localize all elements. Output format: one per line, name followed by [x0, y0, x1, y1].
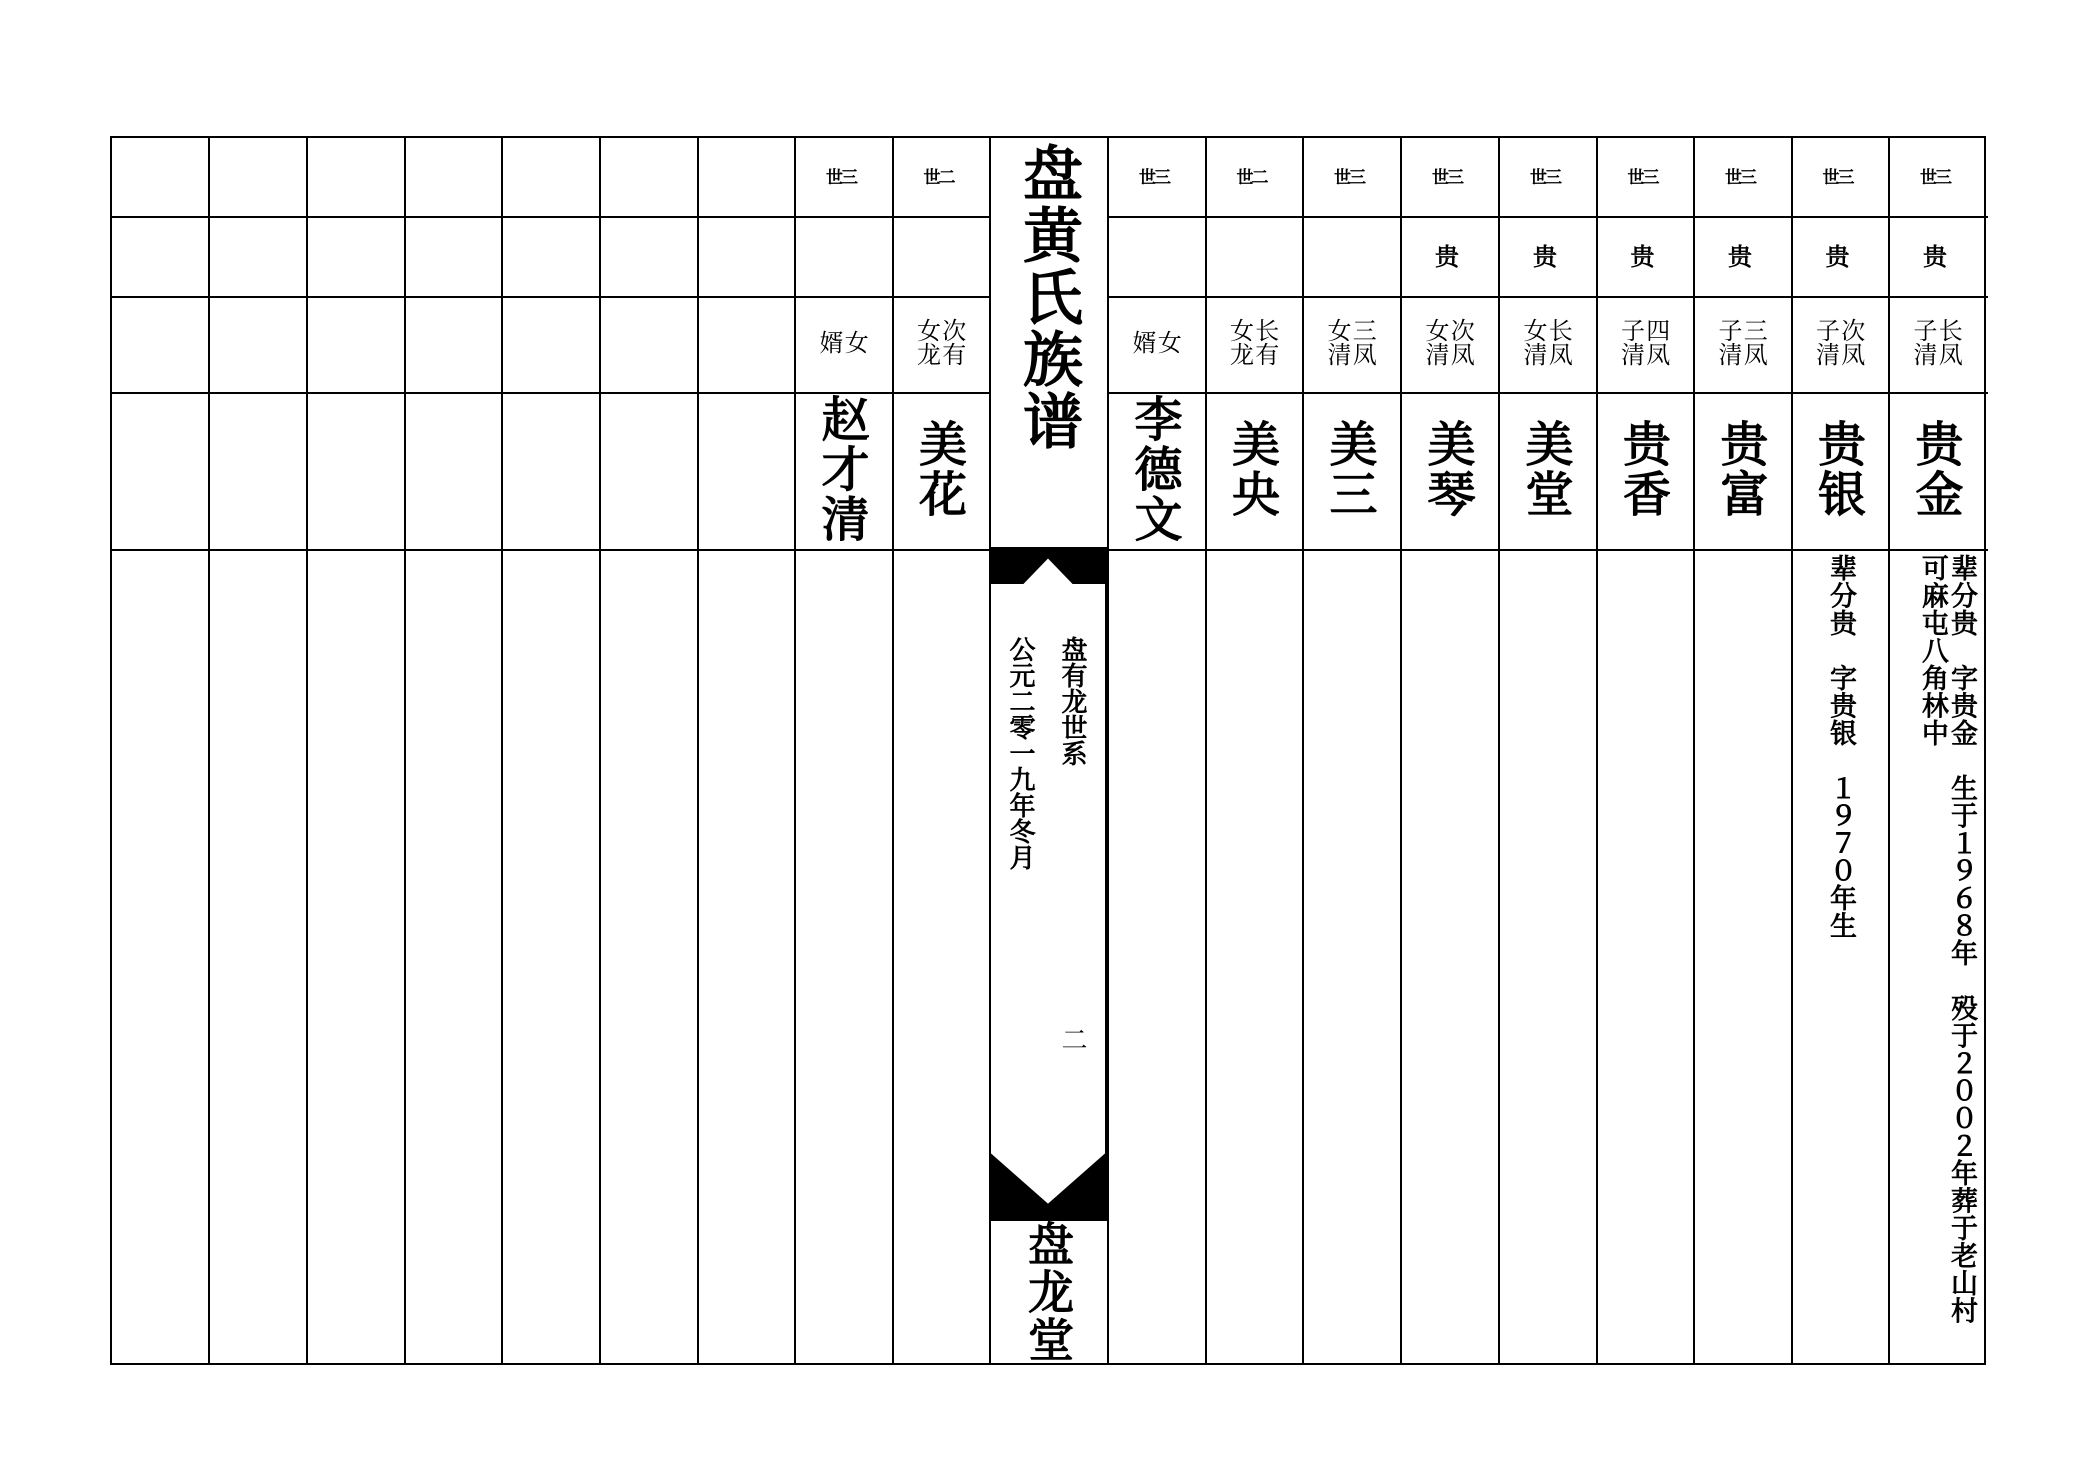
hall-name-wrap: [989, 1220, 1107, 1364]
generation-character: 贵: [1435, 241, 1459, 271]
member-name: 贵富: [1712, 418, 1768, 519]
column-divider: [306, 138, 308, 1363]
generation-label-cell: [1398, 136, 1496, 214]
generation-label-cell: [1496, 136, 1594, 214]
generation-label-cell: [890, 136, 987, 214]
generation-label: 世三: [1822, 167, 1853, 188]
generation-label: 世二: [923, 167, 954, 188]
relation-label: 次凤 子清: [1811, 318, 1865, 366]
generation-label-cell: [1300, 136, 1398, 214]
row-divider: [112, 549, 989, 551]
column-divider: [404, 138, 406, 1363]
member-name-cell: [1203, 390, 1300, 547]
column-divider: [501, 138, 503, 1363]
generation-label: 世三: [1432, 167, 1462, 188]
relation-label: 长凤 女清: [1519, 318, 1573, 366]
member-name: 美琴: [1419, 418, 1475, 519]
generation-character-cell: [1203, 214, 1300, 294]
member-name: 贵银: [1809, 418, 1866, 519]
relation-label: 三凤 女清: [1323, 318, 1377, 366]
generation-label: 世二: [1236, 167, 1267, 188]
member-name: 美三: [1321, 418, 1377, 519]
relation-label-cell: [1691, 294, 1789, 390]
member-name-cell: [1594, 390, 1691, 547]
relation-label-cell: [1594, 294, 1691, 390]
generation-character-cell: [1105, 214, 1203, 294]
generation-label-cell: [1105, 136, 1203, 214]
row-divider: [1107, 549, 1988, 551]
generation-label: 世三: [826, 167, 856, 188]
member-name-cell: [1691, 390, 1789, 547]
member-name: 贵香: [1614, 418, 1671, 519]
column-divider: [208, 138, 210, 1363]
relation-label-cell: [1105, 294, 1203, 390]
relation-label: 四凤 子清: [1616, 318, 1670, 366]
member-name-cell: [1105, 390, 1203, 547]
generation-character-cell: [1398, 214, 1496, 294]
generation-label-cell: [1203, 136, 1300, 214]
relation-label-cell: [1789, 294, 1886, 390]
column-divider: [599, 138, 601, 1363]
member-name-cell: [1886, 390, 1984, 547]
relation-label-cell: [890, 294, 987, 390]
relation-label: 女 婿: [815, 330, 869, 354]
date-label: 公元二零一九年冬月: [1005, 636, 1035, 870]
generation-character-cell: [1300, 214, 1398, 294]
member-biography: 辈分贵 字贵银 １９７０年生: [1825, 554, 1856, 939]
generation-label: 世三: [1920, 167, 1950, 188]
member-name: 美花: [910, 418, 967, 519]
generation-character: 贵: [1728, 241, 1752, 271]
member-biography: 辈分贵 字贵金 生于１９６８年 殁于２００２年葬于老山村 可麻屯八角林中: [1916, 554, 1977, 1324]
generation-character-cell: [792, 214, 890, 294]
member-name-cell: [1300, 390, 1398, 547]
generation-character-cell: [1789, 214, 1886, 294]
generation-character: 贵: [1533, 241, 1557, 271]
genealogy-title: 盘黄氏族谱: [1013, 142, 1083, 452]
generation-label-cell: [792, 136, 890, 214]
relation-label: 次凤 女清: [1421, 318, 1475, 366]
generation-label: 世三: [1627, 167, 1658, 188]
generation-character-cell: [1886, 214, 1984, 294]
generation-label-cell: [1789, 136, 1886, 214]
lineage-label: 盘有龙世系: [1057, 636, 1087, 766]
relation-label-cell: [1300, 294, 1398, 390]
member-name: 李德文: [1126, 393, 1182, 544]
generation-character-cell: [1691, 214, 1789, 294]
relation-label-cell: [792, 294, 890, 390]
member-name-cell: [890, 390, 987, 547]
generation-character-cell: [1496, 214, 1594, 294]
relation-label: 女 婿: [1128, 330, 1182, 354]
genealogy-title-wrap: [989, 142, 1107, 452]
generation-character: 贵: [1630, 241, 1655, 271]
generation-label: 世三: [1334, 167, 1364, 188]
generation-label: 世三: [1725, 167, 1755, 188]
member-name: 美央: [1223, 418, 1280, 519]
member-name-cell: [1496, 390, 1594, 547]
column-divider: [697, 138, 699, 1363]
generation-character: 贵: [1825, 241, 1850, 271]
generation-character: 贵: [1923, 241, 1947, 271]
hall-name: 盘龙堂: [1021, 1220, 1075, 1364]
center-spine: [989, 136, 1107, 1365]
generation-label: 世三: [1139, 167, 1169, 188]
relation-label-cell: [1203, 294, 1300, 390]
member-name-cell: [792, 390, 890, 547]
relation-label: 长凤 子清: [1909, 318, 1963, 366]
page-number: 二: [1057, 1026, 1087, 1052]
generation-character-cell: [890, 214, 987, 294]
member-name-cell: [1789, 390, 1886, 547]
generation-label: 世三: [1530, 167, 1560, 188]
relation-label-cell: [1886, 294, 1984, 390]
generation-label-cell: [1594, 136, 1691, 214]
relation-label: 长有 女龙: [1225, 318, 1279, 366]
member-name: 贵金: [1907, 418, 1963, 519]
generation-character-cell: [1594, 214, 1691, 294]
member-name-cell: [1398, 390, 1496, 547]
relation-label-cell: [1398, 294, 1496, 390]
generation-label-cell: [1691, 136, 1789, 214]
relation-label-cell: [1496, 294, 1594, 390]
generation-label-cell: [1886, 136, 1984, 214]
member-name: 美堂: [1517, 418, 1573, 519]
relation-label: 三凤 子清: [1714, 318, 1768, 366]
relation-label: 次有 女龙: [912, 318, 966, 366]
member-name: 赵才清: [813, 393, 869, 544]
